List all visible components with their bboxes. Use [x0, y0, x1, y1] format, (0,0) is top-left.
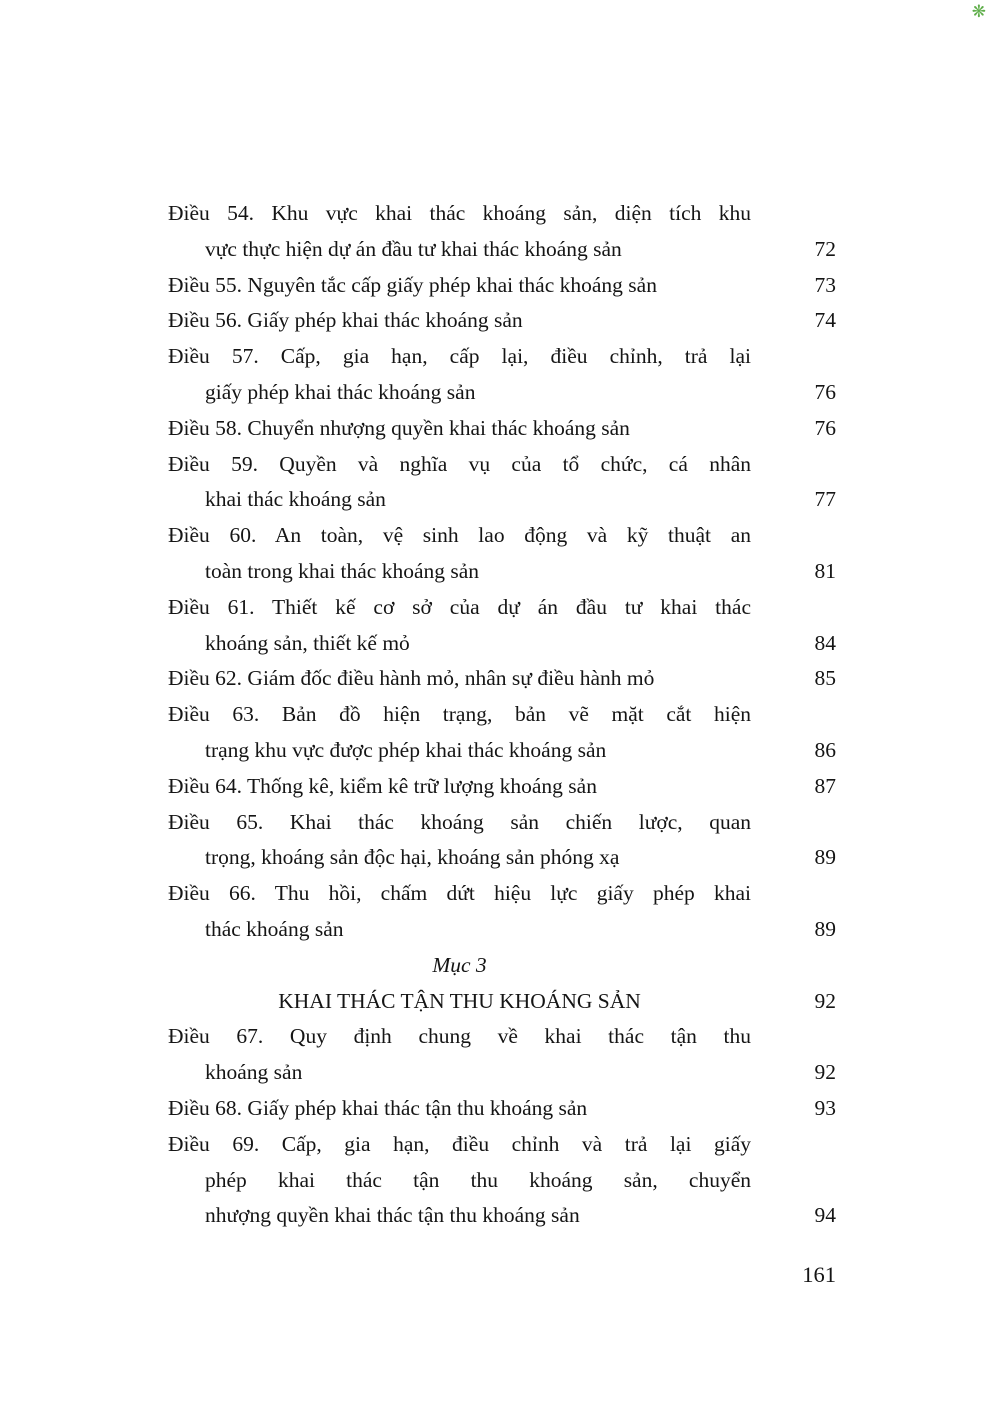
toc-line [168, 1055, 836, 1091]
toc-line [168, 196, 836, 232]
toc-line [168, 733, 836, 769]
toc-line-text: Điều 67. Quy định chung về khai thác tận thu [168, 1024, 751, 1049]
flower-icon: ❋ [971, 2, 986, 21]
toc-page-number: 85 [814, 666, 836, 691]
toc-entry [168, 339, 836, 411]
toc-line-text: nhượng quyền khai thác tận thu khoáng sản [205, 1203, 580, 1228]
toc-line [168, 268, 836, 304]
toc-line-text: Điều 59. Quyền và nghĩa vụ của tổ chức, cá nhân [168, 451, 751, 476]
toc-line [168, 411, 836, 447]
toc-line-text: Điều 64. Thống kê, kiểm kê trữ lượng khoáng sản [168, 773, 597, 798]
toc-page-number: 74 [814, 308, 836, 333]
toc-line [168, 626, 836, 662]
toc-page-number: 76 [814, 415, 836, 440]
toc-line-text: trạng khu vực được phép khai thác khoáng sản [205, 737, 607, 762]
toc-entry [168, 1091, 836, 1127]
toc-line [168, 1198, 836, 1234]
toc-line-text: phép khai thác tận thu khoáng sản, chuyển [205, 1167, 751, 1192]
toc-line-text: Điều 68. Giấy phép khai thác tận thu khoáng sản [168, 1095, 588, 1120]
toc-line [168, 769, 836, 805]
toc-line-text: trọng, khoáng sản độc hại, khoáng sản phóng xạ [205, 845, 620, 870]
toc-line [168, 447, 836, 483]
toc-line-text: Điều 55. Nguyên tắc cấp giấy phép khai thác khoáng sản [168, 272, 657, 297]
toc-line [168, 1127, 836, 1163]
toc-line-text: Điều 54. Khu vực khai thác khoáng sản, diện tích khu [168, 201, 751, 225]
toc-line [168, 482, 836, 518]
toc-line [168, 697, 836, 733]
toc-line-text: Điều 62. Giám đốc điều hành mỏ, nhân sự điều hành mỏ [168, 666, 655, 691]
toc-line [168, 518, 836, 554]
toc-entry [168, 268, 836, 304]
toc-line [168, 840, 836, 876]
toc-section-label [168, 948, 836, 984]
toc-page-number: 87 [814, 773, 836, 798]
toc-entry [168, 769, 836, 805]
toc-entry [168, 661, 836, 697]
toc-line-text: Điều 69. Cấp, gia hạn, điều chỉnh và trả lại giấy [168, 1131, 751, 1156]
toc-line [168, 339, 836, 375]
toc-line [168, 232, 836, 268]
toc-line-text: Điều 65. Khai thác khoáng sản chiến lược, quan [168, 809, 751, 834]
toc-line-text: khoáng sản, thiết kế mỏ [205, 630, 410, 655]
toc-page-number: 94 [814, 1203, 836, 1228]
toc-line-text: Điều 58. Chuyển nhượng quyền khai thác khoáng sản [168, 415, 630, 440]
toc-entry [168, 876, 836, 948]
toc-line [168, 1091, 836, 1127]
toc-line [168, 1163, 836, 1199]
toc-line [168, 554, 836, 590]
toc-line-text: thác khoáng sản [205, 916, 344, 941]
toc-list [168, 196, 836, 1234]
toc-line [168, 948, 836, 984]
toc-line-text: toàn trong khai thác khoáng sản [205, 558, 480, 583]
toc-line-text: KHAI THÁC TẬN THU KHOÁNG SẢN [278, 988, 641, 1013]
toc-line [168, 375, 836, 411]
toc-line [168, 303, 836, 339]
toc-line-text: Điều 57. Cấp, gia hạn, cấp lại, điều chỉnh, trả lại [168, 344, 751, 369]
toc-entry [168, 196, 836, 268]
toc-page-number: 73 [814, 272, 836, 297]
toc-section-title [168, 984, 836, 1020]
toc-line [168, 661, 836, 697]
toc-page-number: 72 [814, 236, 836, 261]
toc-line-text: Điều 63. Bản đồ hiện trạng, bản vẽ mặt cắt hiện [168, 702, 751, 727]
toc-entry [168, 590, 836, 662]
toc-line-text: giấy phép khai thác khoáng sản [205, 379, 476, 404]
toc-line [168, 912, 836, 948]
toc-page-number: 89 [814, 845, 836, 870]
toc-page-number: 89 [814, 916, 836, 941]
toc-page-number: 76 [814, 379, 836, 404]
toc-entry [168, 697, 836, 769]
toc-page-number: 86 [814, 737, 836, 762]
toc-entry [168, 518, 836, 590]
toc-entry [168, 805, 836, 877]
toc-line [168, 1019, 836, 1055]
toc-page-number: 77 [814, 487, 836, 512]
toc-line-text: Mục 3 [432, 952, 487, 977]
toc-line-text: Điều 66. Thu hồi, chấm dứt hiệu lực giấy phép khai [168, 881, 751, 906]
toc-page-number: 81 [814, 558, 836, 583]
toc-line-text: Điều 56. Giấy phép khai thác khoáng sản [168, 308, 523, 333]
toc-line [168, 876, 836, 912]
toc-entry [168, 447, 836, 519]
toc-entry [168, 1019, 836, 1091]
toc-entry [168, 1127, 836, 1234]
toc-page-number: 93 [814, 1095, 836, 1120]
page-number-folio: 161 [802, 1262, 836, 1287]
toc-line-text: khai thác khoáng sản [205, 487, 386, 512]
toc-line-text: Điều 60. An toàn, vệ sinh lao động và kỹ thuật an [168, 523, 751, 548]
toc-entry [168, 303, 836, 339]
toc-page-number: 84 [814, 630, 836, 655]
toc-line [168, 805, 836, 841]
toc-entry [168, 411, 836, 447]
toc-line-text: Điều 61. Thiết kế cơ sở của dự án đầu tư khai thác [168, 594, 751, 619]
toc-line-text: vực thực hiện dự án đầu tư khai thác khoáng sản [205, 236, 622, 261]
toc-line [168, 984, 836, 1020]
toc-page-number: 92 [814, 1060, 836, 1085]
toc-page-number: 92 [814, 988, 836, 1013]
toc-line [168, 590, 836, 626]
toc-line-text: khoáng sản [205, 1060, 303, 1085]
